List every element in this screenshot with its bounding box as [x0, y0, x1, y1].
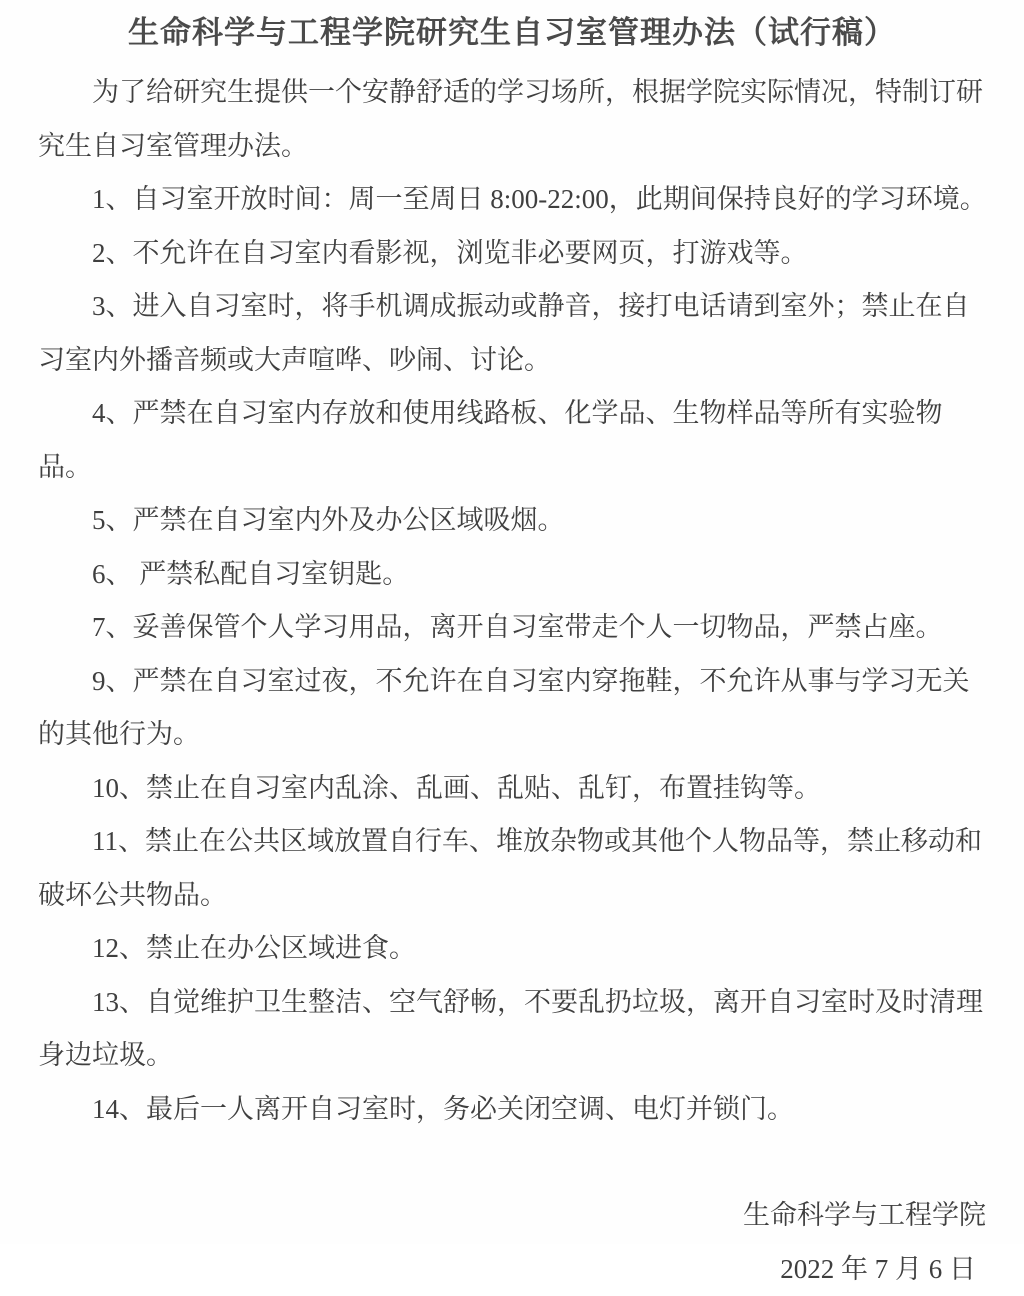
document-body	[38, 66, 988, 1296]
rule-paragraph-14: 14、最后一人离开自习室时，务必关闭空调、电灯并锁门。	[38, 1083, 988, 1137]
signature-line: 生命科学与工程学院	[38, 1189, 988, 1243]
intro-paragraph: 为了给研究生提供一个安静舒适的学习场所，根据学院实际情况，特制订研究生自习室管理办法。	[38, 66, 988, 173]
rule-paragraph-3: 3、进入自习室时，将手机调成振动或静音，接打电话请到室外；禁止在自习室内外播音频或大声喧哗、吵闹、讨论。	[38, 280, 988, 387]
rule-paragraph-9: 9、严禁在自习室过夜，不允许在自习室内穿拖鞋，不允许从事与学习无关的其他行为。	[38, 655, 988, 762]
document-title: 生命科学与工程学院研究生自习室管理办法（试行稿）	[0, 0, 1024, 56]
date-line: 2022 年 7 月 6 日	[38, 1243, 988, 1296]
rule-paragraph-13: 13、自觉维护卫生整洁、空气舒畅，不要乱扔垃圾，离开自习室时及时清理身边垃圾。	[38, 976, 988, 1083]
rule-paragraph-12: 12、禁止在办公区域进食。	[38, 922, 988, 976]
rule-paragraph-11: 11、禁止在公共区域放置自行车、堆放杂物或其他个人物品等，禁止移动和破坏公共物品。	[38, 815, 988, 922]
rule-paragraph-10: 10、禁止在自习室内乱涂、乱画、乱贴、乱钉，布置挂钩等。	[38, 762, 988, 816]
rule-paragraph-4: 4、严禁在自习室内存放和使用线路板、化学品、生物样品等所有实验物品。	[38, 387, 988, 494]
rule-paragraph-7: 7、妥善保管个人学习用品，离开自习室带走个人一切物品，严禁占座。	[38, 601, 988, 655]
rule-paragraph-6: 6、 严禁私配自习室钥匙。	[38, 548, 988, 602]
rule-paragraph-5: 5、严禁在自习室内外及办公区域吸烟。	[38, 494, 988, 548]
rule-paragraph-1: 1、自习室开放时间：周一至周日 8:00-22:00，此期间保持良好的学习环境。	[38, 173, 988, 227]
rule-paragraph-2: 2、不允许在自习室内看影视，浏览非必要网页，打游戏等。	[38, 227, 988, 281]
